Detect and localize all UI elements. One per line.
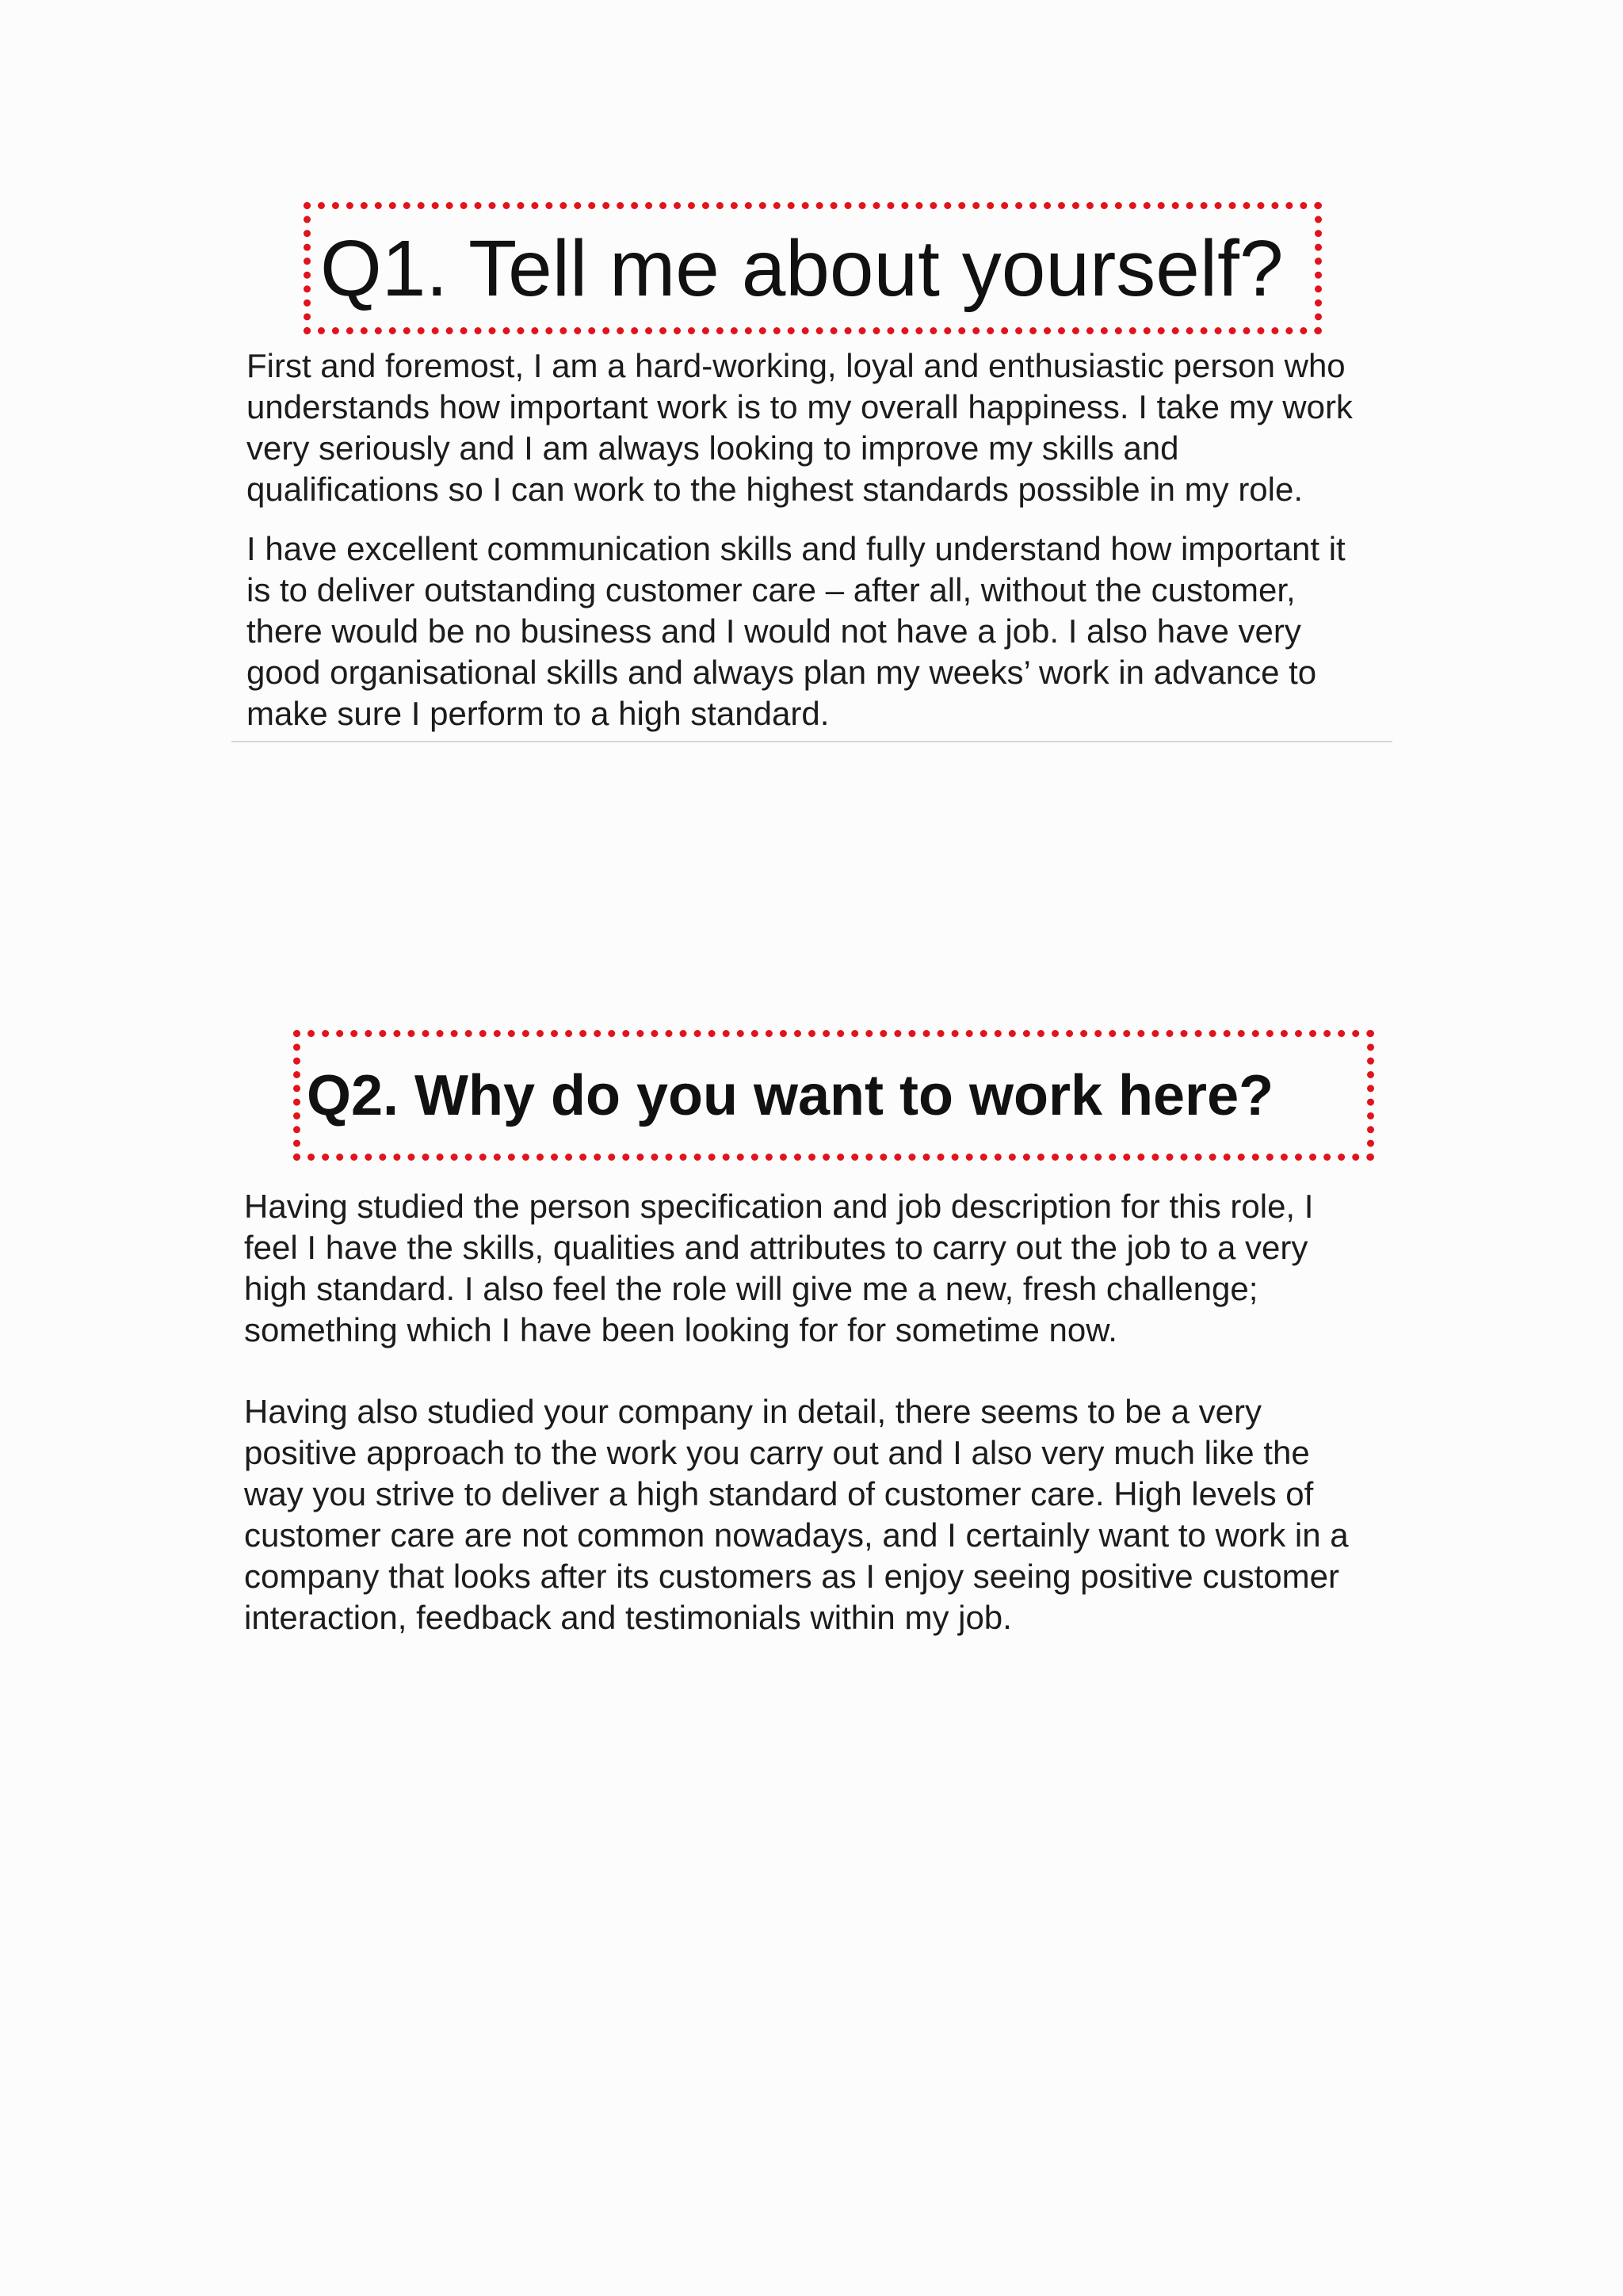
q1-answer-paragraph-1: First and foremost, I am a hard-working, loyal and enthusiastic person who understands how important work is to my overall happiness. I take my work very seriously and I am always looking to improve my skills and qualifications so I can work to the highest standards possible in my role. (246, 347, 1353, 508)
q2-answer-paragraph-2: Having also studied your company in detail, there seems to be a very positive approach to the work you carry out and I also very much like the way you strive to deliver a high standard of customer care. High levels of customer care are not common nowadays, and I certainly want to work in a company that looks after its customers as I enjoy seeing positive customer interaction, feedback and testimonials within my job. (244, 1393, 1349, 1636)
q2-answer-paragraph-1: Having studied the person specification and job description for this role, I feel I have the skills, qualities and attributes to carry out the job to a very high standard. I also feel the role will give me a new, fresh challenge; something which I have been looking for for sometime now. (244, 1188, 1314, 1348)
section-divider (231, 741, 1392, 742)
q1-heading-box (304, 202, 1322, 334)
q1-answer-paragraph-2: I have excellent communication skills and fully understand how important it is to deliver outstanding customer care – after all, without the customer, there would be no business and I would not have a job. I also have very good organisational skills and always plan my weeks’ work in advance to make sure I perform to a high standard. (246, 530, 1346, 732)
q2-heading-box (293, 1030, 1374, 1161)
q1-heading: Q1. Tell me about yourself? (320, 223, 1284, 313)
q2-heading: Q2. Why do you want to work here? (307, 1063, 1274, 1127)
